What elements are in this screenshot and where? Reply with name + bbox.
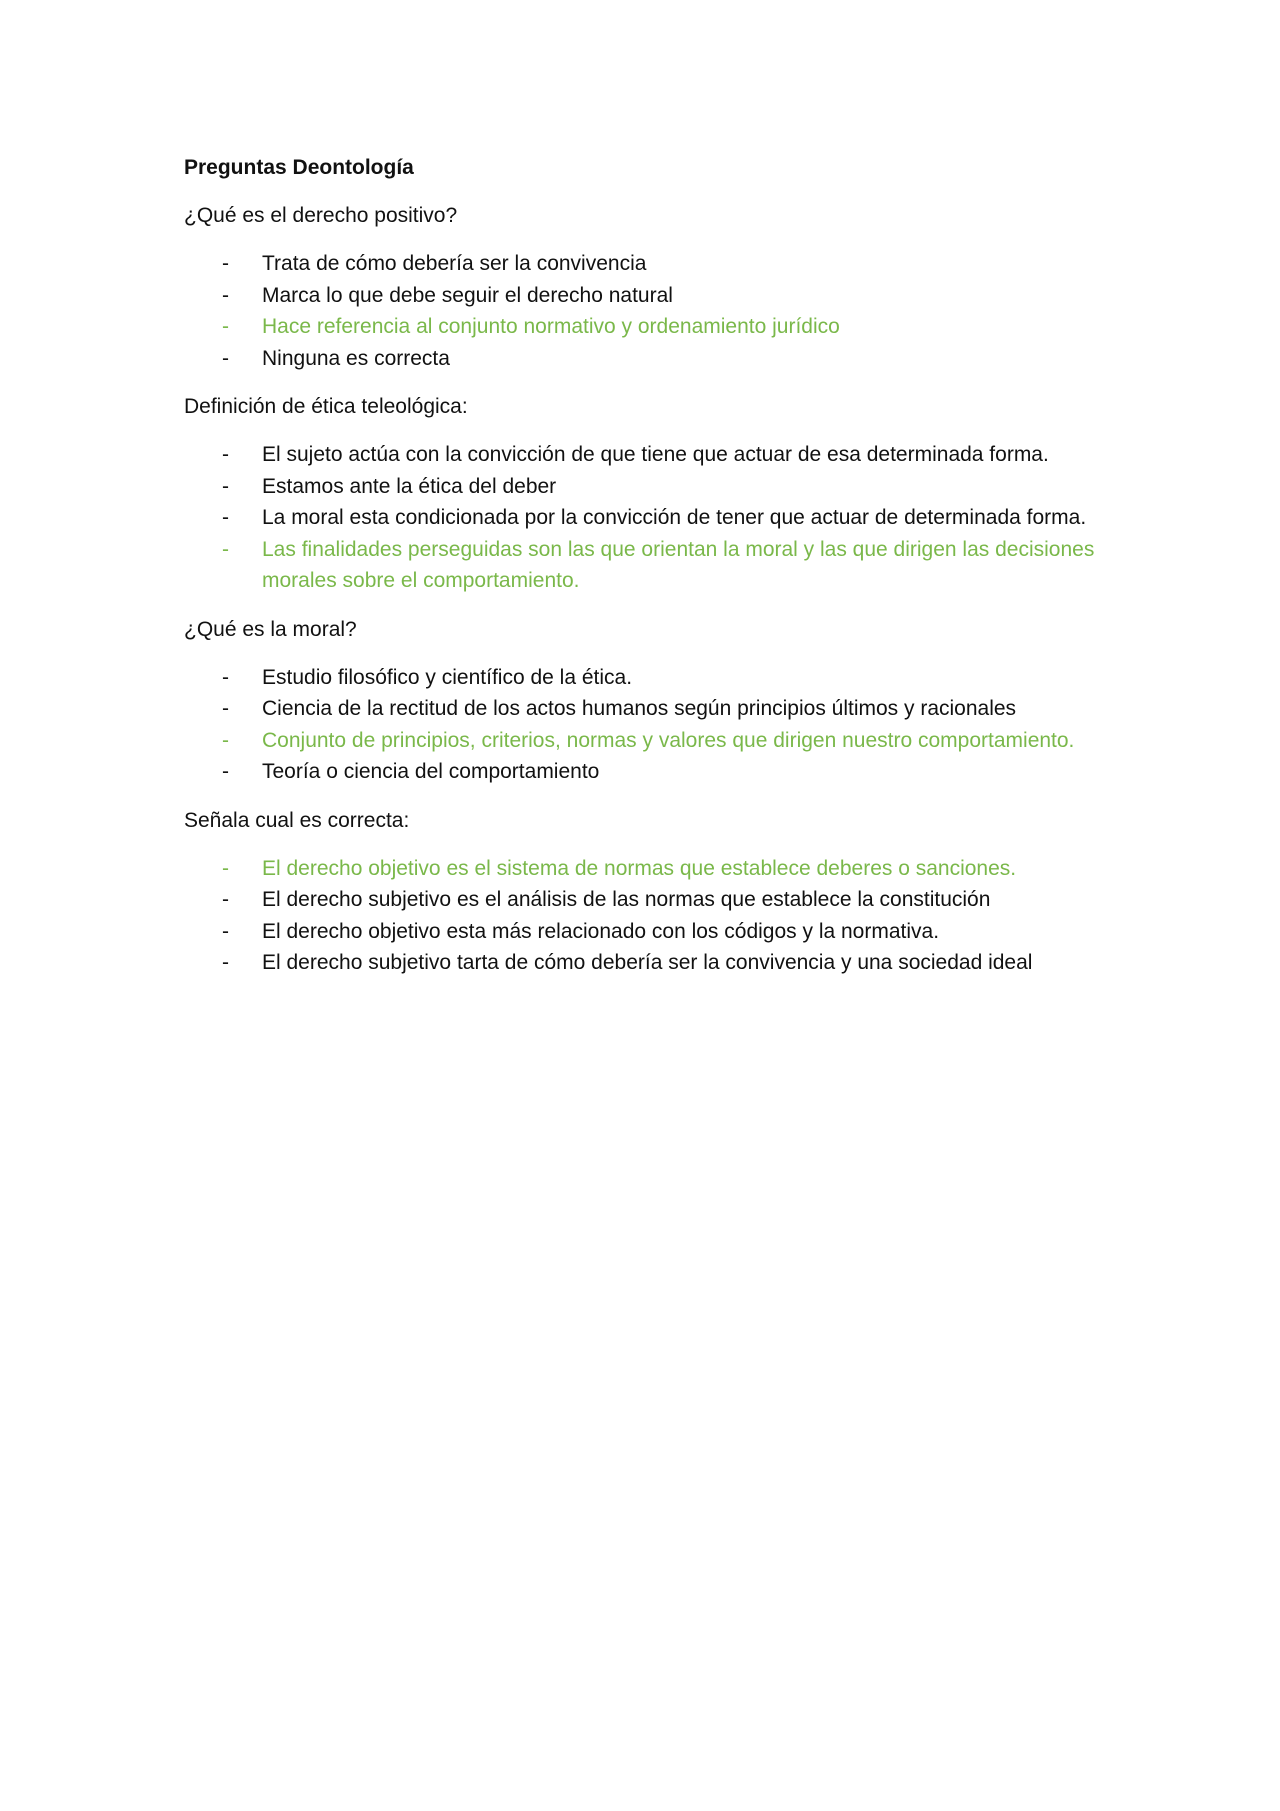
question-block [184,614,1104,788]
question-block [184,805,1104,979]
option-item [184,947,1104,979]
option-text: Ciencia de la rectitud de los actos humanos según principios últimos y racionales [262,697,1017,720]
question-text: ¿Qué es la moral? [184,617,357,641]
option-item-correct [184,534,1104,597]
option-text: El derecho objetivo esta más relacionado con los códigos y la normativa. [262,919,940,943]
option-text: Las finalidades perseguidas son las que orientan la moral y las que dirigen las decisiones morales sobre el comportamiento. [262,537,1095,592]
dash-bullet: - [222,728,229,752]
question-block [184,200,1104,374]
dash-bullet: - [222,315,229,338]
dash-bullet: - [222,760,229,783]
option-text: Estamos ante la ética del deber [262,474,557,498]
option-text: El derecho objetivo es el sistema de normas que establece deberes o sanciones. [262,856,1017,880]
option-text: El derecho subjetivo tarta de cómo debería ser la convivencia y una sociedad ideal [262,951,1033,974]
option-list [184,662,1104,788]
option-item [184,693,1104,725]
option-item [184,439,1104,471]
dash-bullet: - [222,346,229,370]
option-text: Teoría o ciencia del comportamiento [262,760,600,783]
option-item [184,502,1104,534]
dash-bullet: - [222,665,229,689]
option-list [184,853,1104,979]
option-text: Ninguna es correcta [262,346,450,370]
option-text: Conjunto de principios, criterios, normas y valores que dirigen nuestro comportamiento. [262,728,1075,752]
option-text: Hace referencia al conjunto normativo y ordenamiento jurídico [262,315,840,338]
option-item [184,248,1104,280]
option-item-correct [184,853,1104,885]
option-text: Estudio filosófico y científico de la ética. [262,665,633,689]
dash-bullet: - [222,283,229,307]
dash-bullet: - [222,697,229,720]
dash-bullet: - [222,474,229,498]
dash-bullet: - [222,856,229,880]
option-item [184,662,1104,694]
dash-bullet: - [222,443,229,466]
option-item [184,343,1104,375]
option-text: El sujeto actúa con la convicción de que tiene que actuar de esa determinada forma. [262,443,1049,466]
question-block [184,391,1104,597]
document-page [184,152,1104,996]
dash-bullet: - [222,252,229,275]
dash-bullet: - [222,537,229,561]
option-item-correct [184,311,1104,343]
option-text: Marca lo que debe seguir el derecho natural [262,283,673,307]
dash-bullet: - [222,506,229,529]
option-list [184,439,1104,597]
question-text: Definición de ética teleológica: [184,395,468,418]
option-item-correct [184,725,1104,757]
dash-bullet: - [222,919,229,943]
option-item [184,916,1104,948]
option-item [184,756,1104,788]
document-title: Preguntas Deontología [184,156,414,179]
option-text: El derecho subjetivo es el análisis de las normas que establece la constitución [262,888,991,911]
option-item [184,471,1104,503]
dash-bullet: - [222,888,229,911]
question-text: Señala cual es correcta: [184,808,410,832]
option-item [184,884,1104,916]
option-item [184,280,1104,312]
question-text: ¿Qué es el derecho positivo? [184,204,458,227]
dash-bullet: - [222,951,229,974]
option-list [184,248,1104,374]
option-text: Trata de cómo debería ser la convivencia [262,252,647,275]
option-text: La moral esta condicionada por la convicción de tener que actuar de determinada forma. [262,506,1087,529]
